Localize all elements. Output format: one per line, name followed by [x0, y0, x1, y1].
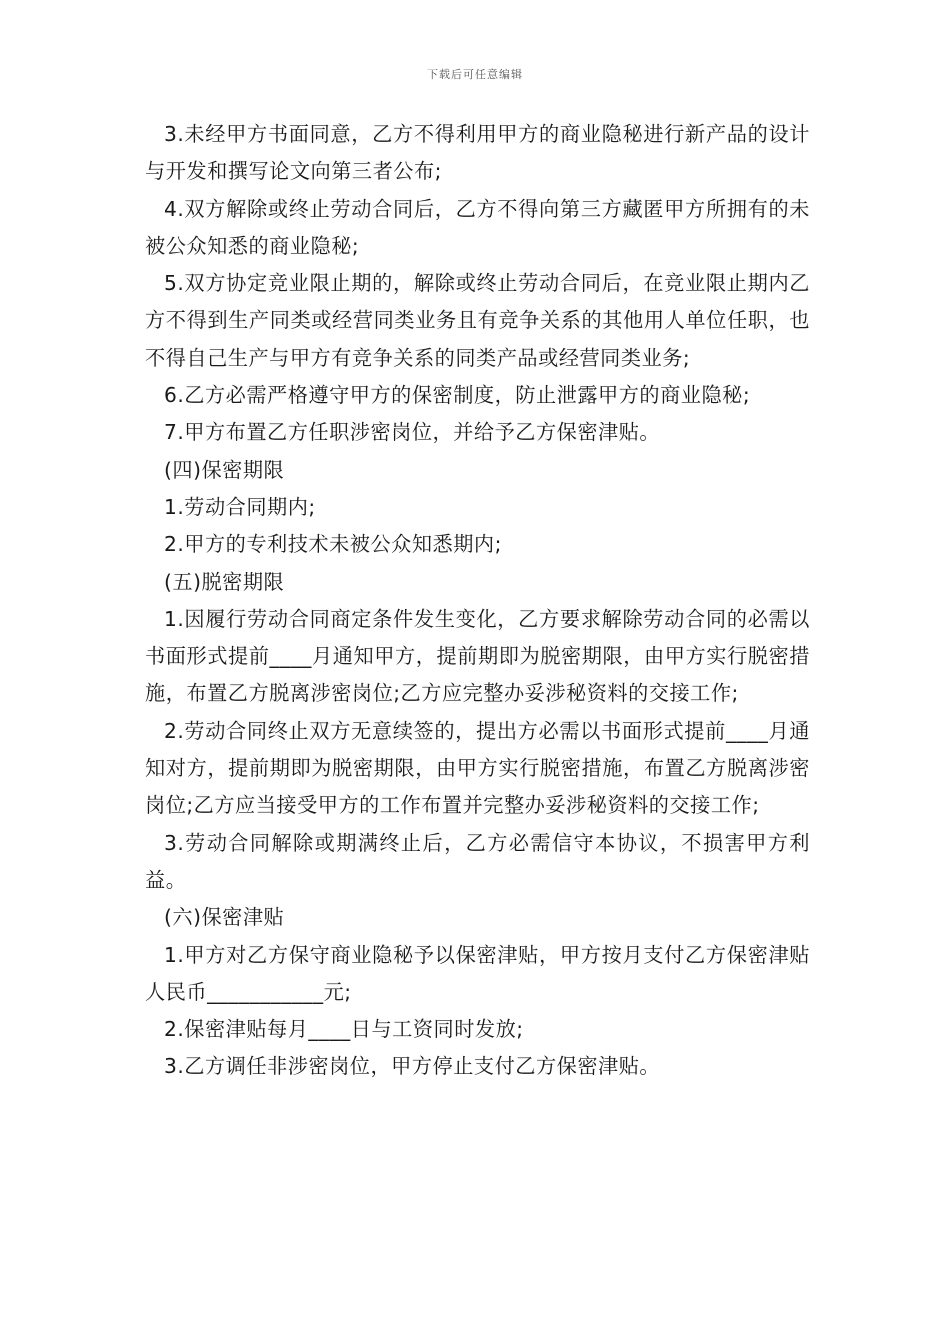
clause-5-non-compete: 5.双方协定竞业限止期的，解除或终止劳动合同后，在竞业限止期内乙方不得到生产同类或经营同类业务且有竞争关系的其他用人单位任职，也不得自己生产与甲方有竞争关系的同类产品或经营同类业务; — [145, 271, 810, 370]
section-heading-confidentiality-allowance: (六)保密津贴 — [164, 905, 285, 930]
clause-3-no-disclosure: 3.未经甲方书面同意，乙方不得利用甲方的商业隐秘进行新产品的设计与开发和撰写论文向第三者公布; — [145, 122, 810, 184]
allowance-item-2: 2.保密津贴每月____日与工资同时发放; — [164, 1017, 524, 1042]
clause-4-no-concealment: 4.双方解除或终止劳动合同后，乙方不得向第三方藏匿甲方所拥有的未被公众知悉的商业隐秘; — [145, 196, 810, 258]
period-item-2: 2.甲方的专利技术未被公众知悉期内; — [164, 532, 502, 557]
section-heading-declassification-period: (五)脱密期限 — [164, 569, 285, 594]
declassification-item-1: 1.因履行劳动合同商定条件发生变化，乙方要求解除劳动合同的必需以书面形式提前____月通知甲方，提前期即为脱密期限，由甲方实行脱密措施，布置乙方脱离涉密岗位;乙方应完整办妥涉秘资料的交接工作; — [145, 606, 810, 706]
section-heading-confidentiality-period: (四)保密期限 — [164, 457, 285, 482]
allowance-item-3: 3.乙方调任非涉密岗位，甲方停止支付乙方保密津贴。 — [164, 1054, 661, 1079]
page-header: 下载后可任意编辑 — [427, 68, 523, 81]
allowance-item-1: 1.甲方对乙方保守商业隐秘予以保密津贴，甲方按月支付乙方保密津贴人民币___________元; — [145, 942, 810, 1004]
document-body — [145, 116, 810, 1086]
clause-7-allowance: 7.甲方布置乙方任职涉密岗位，并给予乙方保密津贴。 — [164, 420, 661, 445]
declassification-item-3: 3.劳动合同解除或期满终止后，乙方必需信守本协议，不损害甲方利益。 — [145, 830, 810, 892]
period-item-1: 1.劳动合同期内; — [164, 494, 316, 519]
clause-6-confidentiality-rules: 6.乙方必需严格遵守甲方的保密制度，防止泄露甲方的商业隐秘; — [164, 383, 751, 408]
declassification-item-2: 2.劳动合同终止双方无意续签的，提出方必需以书面形式提前____月通知对方，提前期即为脱密期限，由甲方实行脱密措施，布置乙方脱离涉密岗位;乙方应当接受甲方的工作布置并完整办妥涉秘资料的交接工作; — [145, 718, 810, 818]
